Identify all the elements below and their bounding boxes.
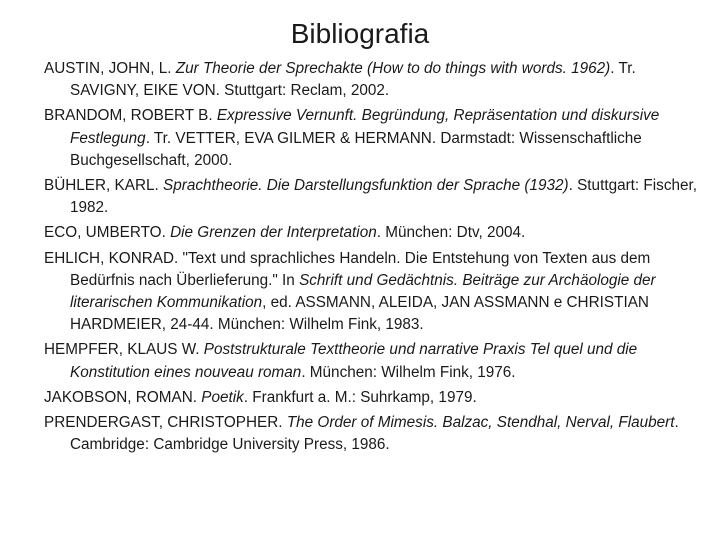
reference-jakobson <box>44 387 700 409</box>
reference-details: . Tr. VETTER, EVA GILMER & HERMANN. Darmstadt: Wissenschaftliche Buchgesellschaft, 2000. <box>70 129 642 169</box>
reference-brandom <box>44 105 700 172</box>
reference-work-title: Zur Theorie der Sprechakte (How to do things with words. 1962) <box>175 60 611 77</box>
reference-details: . Cambridge: Cambridge University Press, 1986. <box>70 414 679 454</box>
reference-author: EHLICH, KONRAD. <box>44 249 179 267</box>
reference-author: BÜHLER, KARL. <box>44 177 159 195</box>
reference-details: . Stuttgart: Fischer, 1982. <box>70 177 697 217</box>
reference-article-title: "Text und sprachliches Handeln. Die Entstehung von Texten aus dem Bedürfnis nach Überlieferung." In <box>70 249 651 289</box>
reference-work-title: Poststrukturale Texttheorie und narrative Praxis Tel quel und die Konstitution eines nouveau roman <box>70 341 638 381</box>
reference-details: . Tr. SAVIGNY, EIKE VON. Stuttgart: Reclam, 2002. <box>70 60 636 100</box>
reference-author: ECO, UMBERTO. <box>44 224 166 242</box>
reference-ehlich <box>44 248 700 337</box>
reference-hempfer <box>44 339 700 383</box>
reference-buehler <box>44 175 700 219</box>
reference-author: HEMPFER, KLAUS W. <box>44 341 200 359</box>
reference-work-title: Die Grenzen der Interpretation <box>170 224 377 242</box>
reference-work-title: The Order of Mimesis. Balzac, Stendhal, Nerval, Flaubert <box>286 414 675 432</box>
reference-work-title: Sprachtheorie. Die Darstellungsfunktion der Sprache (1932) <box>163 177 569 195</box>
reference-author: JAKOBSON, ROMAN. <box>44 388 197 406</box>
reference-details: . Frankfurt a. M.: Suhrkamp, 1979. <box>243 388 477 406</box>
reference-author: BRANDOM, ROBERT B. <box>44 107 213 125</box>
bibliography-list <box>44 58 700 459</box>
reference-work-title: Expressive Vernunft. Begründung, Repräsentation und diskursive Festlegung <box>70 107 660 147</box>
page-title: Bibliografia <box>290 18 430 49</box>
reference-details: . München: Wilhelm Fink, 1976. <box>301 363 516 381</box>
reference-austin <box>44 58 700 102</box>
reference-details: . München: Dtv, 2004. <box>376 224 526 242</box>
reference-author: PRENDERGAST, CHRISTOPHER. <box>44 414 283 432</box>
reference-details: , ed. ASSMANN, ALEIDA, JAN ASSMANN e CHRISTIAN HARDMEIER, 24-44. München: Wilhelm Fink, 1983. <box>70 294 649 334</box>
reference-work-title: Schrift und Gedächtnis. Beiträge zur Archäologie der literarischen Kommunikation <box>70 271 656 312</box>
reference-work-title: Poetik <box>201 388 244 406</box>
reference-author: AUSTIN, JOHN, L. <box>44 60 172 77</box>
reference-prendergast <box>44 412 700 456</box>
reference-eco <box>44 222 700 244</box>
